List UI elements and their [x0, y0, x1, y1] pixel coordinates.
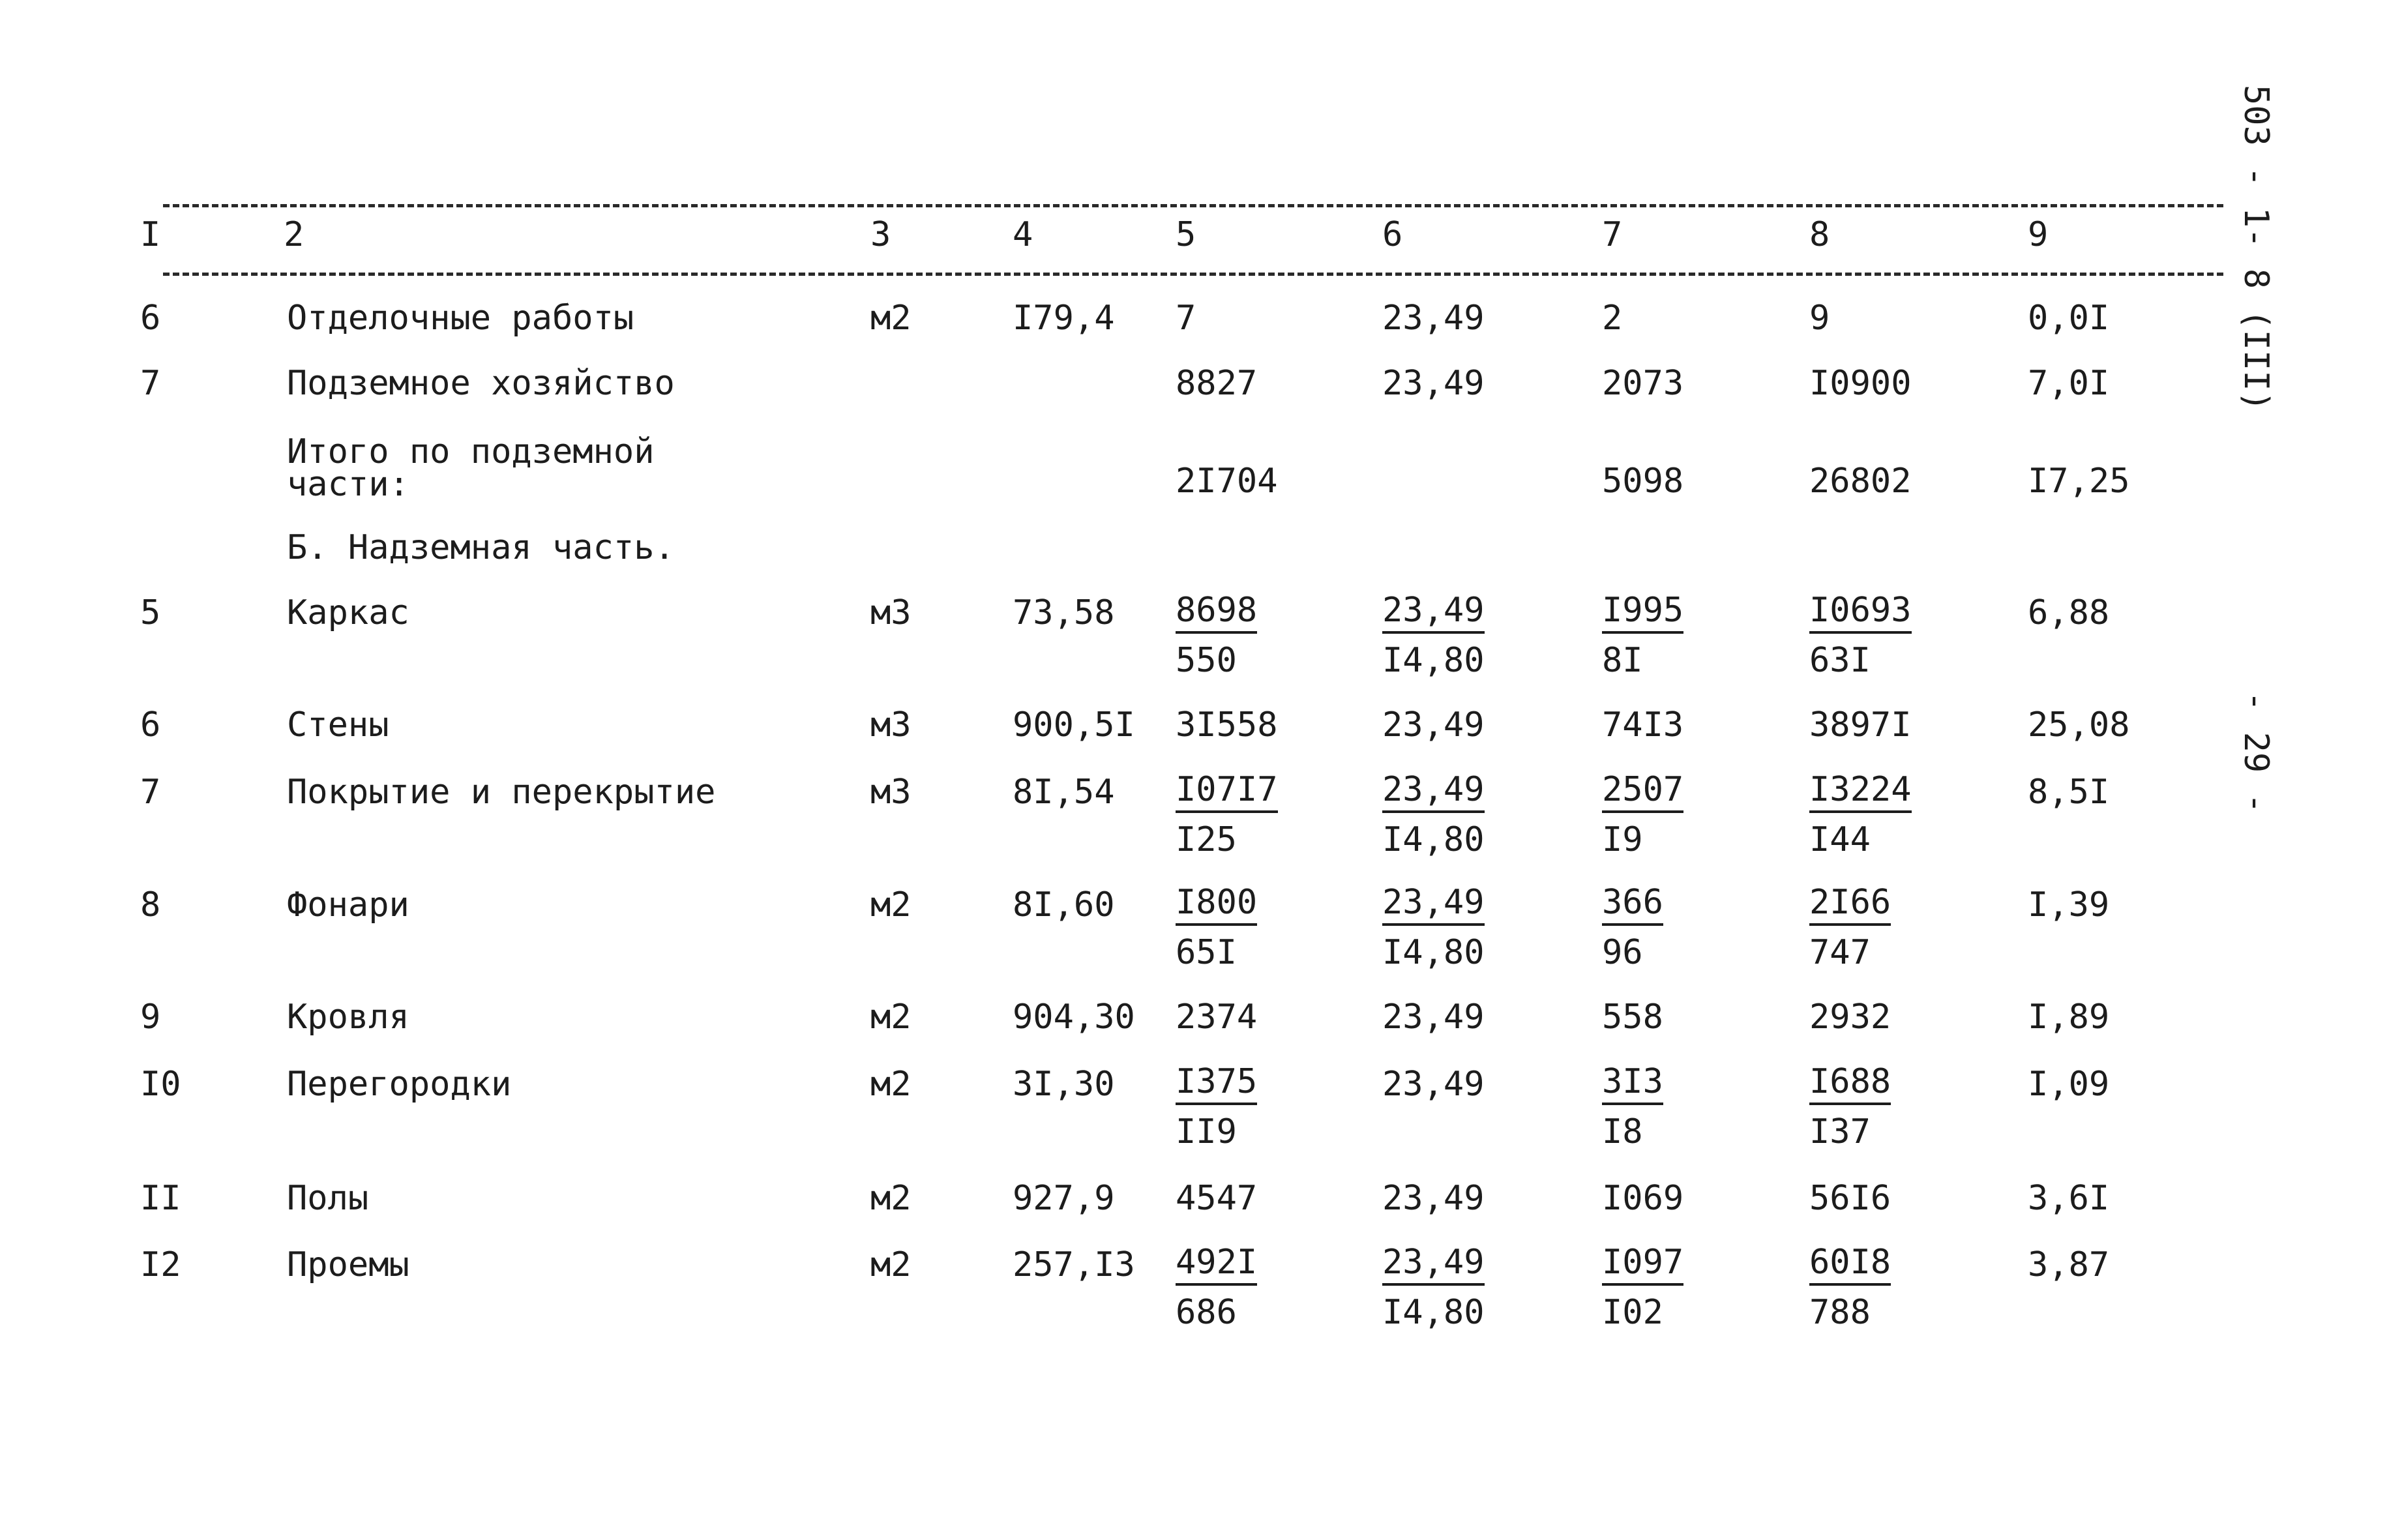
row-col7-numerator: 3I3 — [1602, 1062, 1663, 1105]
row-col5: 7 — [1176, 299, 1196, 338]
row-name: Каркас — [287, 593, 409, 632]
row-col9: 8,5I — [2028, 773, 2110, 812]
row-number: 9 — [140, 998, 161, 1037]
row-col7-numerator: I995 — [1602, 591, 1683, 634]
row-col8: 56I6 — [1809, 1179, 1891, 1218]
row-col9: 6,88 — [2028, 593, 2110, 632]
row-col5-numerator: I800 — [1176, 883, 1257, 926]
row-col8-numerator: 2I66 — [1809, 883, 1891, 926]
row-col6: 23,49 — [1382, 1065, 1485, 1104]
row-col8-denominator: 788 — [1809, 1293, 1871, 1332]
row-col8-denominator: 747 — [1809, 933, 1871, 972]
row-col5-denominator: I25 — [1176, 820, 1237, 859]
row-col6-denominator: I4,80 — [1382, 933, 1485, 972]
row-col9: 7,0I — [2028, 364, 2110, 403]
row-number: I2 — [140, 1245, 181, 1284]
row-col7-denominator: I02 — [1602, 1293, 1663, 1332]
row-number: 6 — [140, 705, 161, 745]
row-col9: 25,08 — [2028, 705, 2130, 745]
page-number: - 29 - — [2236, 691, 2276, 814]
row-col8-denominator: 63I — [1809, 641, 1871, 680]
row-number: 5 — [140, 593, 161, 632]
header-col-5: 5 — [1176, 215, 1196, 254]
row-qty: 900,5I — [1013, 705, 1135, 745]
row-col5: 4547 — [1176, 1179, 1258, 1218]
row-col7-denominator: I9 — [1602, 820, 1643, 859]
row-col5-numerator: I375 — [1176, 1062, 1257, 1105]
row-unit: м2 — [870, 885, 912, 925]
row-col7: 558 — [1602, 998, 1663, 1037]
row-col8: 9 — [1809, 299, 1830, 338]
row-col7: 5098 — [1602, 462, 1684, 501]
row-col6-numerator: 23,49 — [1382, 1243, 1485, 1286]
header-col-6: 6 — [1382, 215, 1403, 254]
row-col7: I069 — [1602, 1179, 1684, 1218]
row-name: Отделочные работы — [287, 299, 634, 338]
row-qty: 8I,60 — [1013, 885, 1115, 925]
row-qty: 257,I3 — [1013, 1245, 1135, 1284]
header-col-4: 4 — [1013, 215, 1033, 254]
row-col8-denominator: I44 — [1809, 820, 1871, 859]
row-col8-numerator: I3224 — [1809, 770, 1912, 813]
row-number: 7 — [140, 364, 161, 403]
row-col8-numerator: I688 — [1809, 1062, 1891, 1105]
row-number: 8 — [140, 885, 161, 925]
row-number: 7 — [140, 773, 161, 812]
row-col6-denominator: I4,80 — [1382, 641, 1485, 680]
row-qty: 73,58 — [1013, 593, 1115, 632]
row-col8: I0900 — [1809, 364, 1912, 403]
row-qty: 3I,30 — [1013, 1065, 1115, 1104]
row-col6: 23,49 — [1382, 1179, 1485, 1218]
row-col5: 2I704 — [1176, 462, 1278, 501]
row-col5: 8827 — [1176, 364, 1258, 403]
row-col9: I,09 — [2028, 1065, 2110, 1104]
row-col5-numerator: 8698 — [1176, 591, 1257, 634]
row-col8: 3897I — [1809, 705, 1912, 745]
row-name: Проемы — [287, 1245, 409, 1284]
row-col7: 2073 — [1602, 364, 1684, 403]
row-unit: м3 — [870, 773, 912, 812]
row-name: Покрытие и перекрытие — [287, 773, 716, 812]
row-qty: 8I,54 — [1013, 773, 1115, 812]
row-col6: 23,49 — [1382, 364, 1485, 403]
row-col9: I,39 — [2028, 885, 2110, 925]
row-name: Фонари — [287, 885, 409, 925]
row-col9: 0,0I — [2028, 299, 2110, 338]
row-col9: I7,25 — [2028, 462, 2130, 501]
header-col-8: 8 — [1809, 215, 1830, 254]
row-unit: м3 — [870, 593, 912, 632]
row-number: 6 — [140, 299, 161, 338]
row-unit: м2 — [870, 299, 912, 338]
row-col5-denominator: 65I — [1176, 933, 1237, 972]
row-col5-denominator: II9 — [1176, 1112, 1237, 1151]
row-number: II — [140, 1179, 181, 1218]
header-top-rule — [163, 204, 2223, 207]
row-qty: 927,9 — [1013, 1179, 1115, 1218]
row-col9: I,89 — [2028, 998, 2110, 1037]
row-unit: м2 — [870, 1179, 912, 1218]
row-col6-denominator: I4,80 — [1382, 820, 1485, 859]
row-col5: 3I558 — [1176, 705, 1278, 745]
row-col5-numerator: 492I — [1176, 1243, 1257, 1286]
row-col6: 23,49 — [1382, 299, 1485, 338]
row-col6: 23,49 — [1382, 998, 1485, 1037]
row-name: Подземное хозяйство — [287, 364, 675, 403]
row-col6-denominator: I4,80 — [1382, 1293, 1485, 1332]
row-qty: I79,4 — [1013, 299, 1115, 338]
header-col-3: 3 — [870, 215, 891, 254]
row-col7: 74I3 — [1602, 705, 1684, 745]
row-col6-numerator: 23,49 — [1382, 591, 1485, 634]
row-col6-numerator: 23,49 — [1382, 770, 1485, 813]
header-col-2: 2 — [284, 215, 304, 254]
row-col9: 3,6I — [2028, 1179, 2110, 1218]
row-col8-numerator: I0693 — [1809, 591, 1912, 634]
row-col7-denominator: 96 — [1602, 933, 1643, 972]
header-col-9: 9 — [2028, 215, 2049, 254]
row-col7-numerator: 366 — [1602, 883, 1663, 926]
row-col7-denominator: 8I — [1602, 641, 1643, 680]
header-col-7: 7 — [1602, 215, 1623, 254]
row-col8-denominator: I37 — [1809, 1112, 1871, 1151]
row-col7-numerator: 2507 — [1602, 770, 1683, 813]
row-name: Перегородки — [287, 1065, 512, 1104]
row-name: Кровля — [287, 998, 409, 1037]
row-col7-denominator: I8 — [1602, 1112, 1643, 1151]
row-col5-numerator: I07I7 — [1176, 770, 1278, 813]
row-col8: 2932 — [1809, 998, 1891, 1037]
row-col5: 2374 — [1176, 998, 1258, 1037]
header-bottom-rule — [163, 273, 2223, 276]
section-heading: Б. Надземная часть. — [287, 528, 675, 567]
row-name: Стены — [287, 705, 389, 745]
row-unit: м2 — [870, 1065, 912, 1104]
row-unit: м2 — [870, 998, 912, 1037]
row-col8: 26802 — [1809, 462, 1912, 501]
row-unit: м3 — [870, 705, 912, 745]
document-code: 503 - 1- 8 (III) — [2236, 85, 2276, 411]
row-col6: 23,49 — [1382, 705, 1485, 745]
row-name: Полы — [287, 1179, 369, 1218]
row-name: Итого по подземной части: — [287, 432, 655, 504]
row-number: I0 — [140, 1065, 181, 1104]
row-col7: 2 — [1602, 299, 1623, 338]
row-col6-numerator: 23,49 — [1382, 883, 1485, 926]
row-col7-numerator: I097 — [1602, 1243, 1683, 1286]
row-unit: м2 — [870, 1245, 912, 1284]
row-qty: 904,30 — [1013, 998, 1135, 1037]
row-col5-denominator: 550 — [1176, 641, 1237, 680]
row-col9: 3,87 — [2028, 1245, 2110, 1284]
row-col8-numerator: 60I8 — [1809, 1243, 1891, 1286]
header-col-1: I — [140, 215, 161, 254]
row-col5-denominator: 686 — [1176, 1293, 1237, 1332]
